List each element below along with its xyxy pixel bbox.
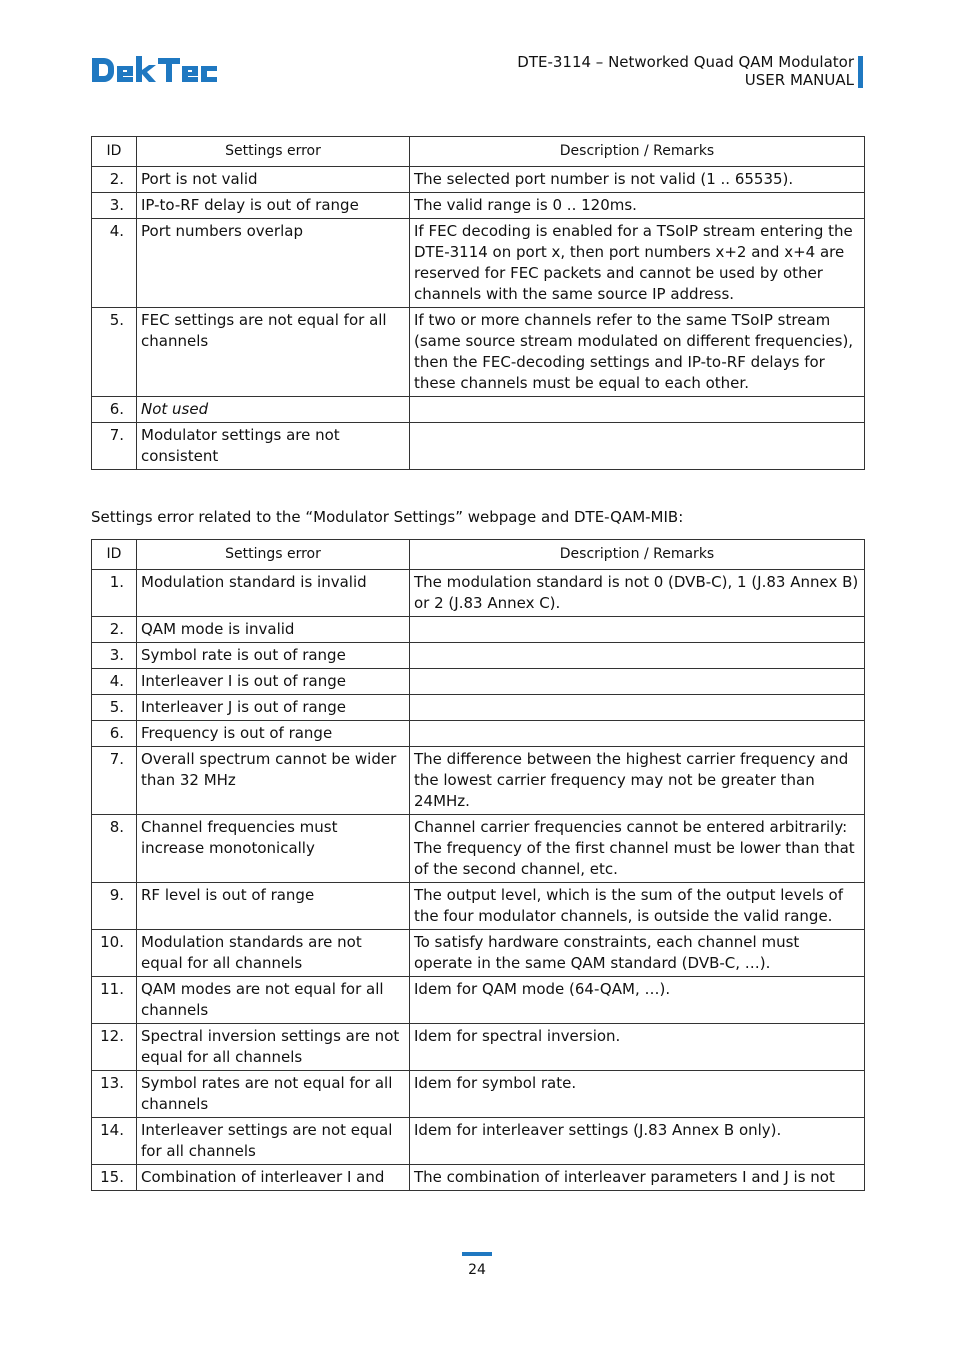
document-subtitle: USER MANUAL	[744, 71, 854, 89]
row-error: Symbol rate is out of range	[137, 643, 410, 669]
row-error: QAM modes are not equal for all channels	[137, 977, 410, 1024]
header-accent-bar	[858, 56, 863, 88]
row-error: Not used	[137, 397, 410, 423]
row-description: The selected port number is not valid (1 .. 65535).	[410, 167, 865, 193]
row-error: Modulator settings are not consistent	[137, 423, 410, 470]
table-header-row	[92, 540, 865, 570]
settings-error-table-1	[91, 136, 865, 470]
row-description: To satisfy hardware constraints, each channel must operate in the same QAM standard (DVB-C, …).	[410, 930, 865, 977]
row-error: RF level is out of range	[137, 883, 410, 930]
row-error: IP-to-RF delay is out of range	[137, 193, 410, 219]
table-row	[92, 721, 865, 747]
table-row	[92, 1118, 865, 1165]
row-error: Frequency is out of range	[137, 721, 410, 747]
row-error: Modulation standards are not equal for all channels	[137, 930, 410, 977]
page-number: 24	[468, 1262, 486, 1278]
row-error: FEC settings are not equal for all channels	[137, 308, 410, 397]
row-description: If FEC decoding is enabled for a TSoIP stream entering the DTE-3114 on port x, then port numbers x+2 and x+4 are reserved for FEC packets and cannot be used by other channels with the same source IP address.	[410, 219, 865, 308]
table-row	[92, 193, 865, 219]
row-id: 3.	[92, 193, 137, 219]
row-id: 2.	[92, 167, 137, 193]
document-title: DTE-3114 – Networked Quad QAM Modulator	[517, 53, 854, 71]
table-header-row	[92, 137, 865, 167]
row-error: Combination of interleaver I and	[137, 1165, 410, 1191]
row-id: 11.	[92, 977, 137, 1024]
row-id: 3.	[92, 643, 137, 669]
row-id: 6.	[92, 397, 137, 423]
row-description	[410, 695, 865, 721]
row-id: 1.	[92, 570, 137, 617]
row-id: 5.	[92, 308, 137, 397]
row-description: The combination of interleaver parameters I and J is not	[410, 1165, 865, 1191]
footer-accent-bar	[462, 1252, 492, 1256]
row-id: 13.	[92, 1071, 137, 1118]
row-description: The modulation standard is not 0 (DVB-C), 1 (J.83 Annex B) or 2 (J.83 Annex C).	[410, 570, 865, 617]
table-row	[92, 1165, 865, 1191]
table-row	[92, 167, 865, 193]
row-error: Interleaver I is out of range	[137, 669, 410, 695]
row-description: The difference between the highest carrier frequency and the lowest carrier frequency may not be greater than 24MHz.	[410, 747, 865, 815]
row-description	[410, 721, 865, 747]
column-header-description: Description / Remarks	[410, 137, 865, 167]
row-id: 10.	[92, 930, 137, 977]
row-error: Spectral inversion settings are not equal for all channels	[137, 1024, 410, 1071]
column-header-error: Settings error	[137, 540, 410, 570]
row-id: 4.	[92, 219, 137, 308]
row-description: Idem for symbol rate.	[410, 1071, 865, 1118]
table-row	[92, 930, 865, 977]
document-header	[517, 53, 854, 89]
row-description: If two or more channels refer to the same TSoIP stream (same source stream modulated on different frequencies), then the FEC-decoding settings and IP-to-RF delays for these channels must be equal to each other.	[410, 308, 865, 397]
row-description: Channel carrier frequencies cannot be entered arbitrarily: The frequency of the first channel must be lower than that of the second channel, etc.	[410, 815, 865, 883]
row-description: Idem for interleaver settings (J.83 Annex B only).	[410, 1118, 865, 1165]
row-error: Interleaver settings are not equal for all channels	[137, 1118, 410, 1165]
section-paragraph: Settings error related to the “Modulator Settings” webpage and DTE-QAM-MIB:	[91, 508, 684, 526]
table-row	[92, 423, 865, 470]
row-id: 2.	[92, 617, 137, 643]
table-row	[92, 1071, 865, 1118]
row-description	[410, 643, 865, 669]
settings-error-table-2	[91, 539, 865, 1191]
table-row	[92, 815, 865, 883]
row-error: Interleaver J is out of range	[137, 695, 410, 721]
table-row	[92, 643, 865, 669]
row-description: The valid range is 0 .. 120ms.	[410, 193, 865, 219]
row-description: Idem for spectral inversion.	[410, 1024, 865, 1071]
table-row	[92, 695, 865, 721]
column-header-id: ID	[92, 137, 137, 167]
row-id: 12.	[92, 1024, 137, 1071]
row-description	[410, 617, 865, 643]
table-row	[92, 570, 865, 617]
table-row	[92, 1024, 865, 1071]
row-description: Idem for QAM mode (64-QAM, …).	[410, 977, 865, 1024]
row-id: 9.	[92, 883, 137, 930]
row-error: Port is not valid	[137, 167, 410, 193]
column-header-id: ID	[92, 540, 137, 570]
row-error: Symbol rates are not equal for all channels	[137, 1071, 410, 1118]
column-header-description: Description / Remarks	[410, 540, 865, 570]
row-id: 7.	[92, 747, 137, 815]
row-error: Overall spectrum cannot be wider than 32 MHz	[137, 747, 410, 815]
row-description	[410, 669, 865, 695]
row-error: Port numbers overlap	[137, 219, 410, 308]
table-row	[92, 308, 865, 397]
row-description	[410, 397, 865, 423]
row-description	[410, 423, 865, 470]
row-id: 5.	[92, 695, 137, 721]
row-error: QAM mode is invalid	[137, 617, 410, 643]
table-row	[92, 219, 865, 308]
table-row	[92, 617, 865, 643]
row-id: 7.	[92, 423, 137, 470]
row-description: The output level, which is the sum of the output levels of the four modulator channels, is outside the valid range.	[410, 883, 865, 930]
row-id: 4.	[92, 669, 137, 695]
row-id: 6.	[92, 721, 137, 747]
table-row	[92, 747, 865, 815]
table-row	[92, 883, 865, 930]
row-error: Modulation standard is invalid	[137, 570, 410, 617]
table-row	[92, 397, 865, 423]
row-id: 8.	[92, 815, 137, 883]
dektec-logo	[90, 52, 220, 88]
column-header-error: Settings error	[137, 137, 410, 167]
table-row	[92, 669, 865, 695]
row-error: Channel frequencies must increase monotonically	[137, 815, 410, 883]
row-id: 15.	[92, 1165, 137, 1191]
row-id: 14.	[92, 1118, 137, 1165]
table-row	[92, 977, 865, 1024]
